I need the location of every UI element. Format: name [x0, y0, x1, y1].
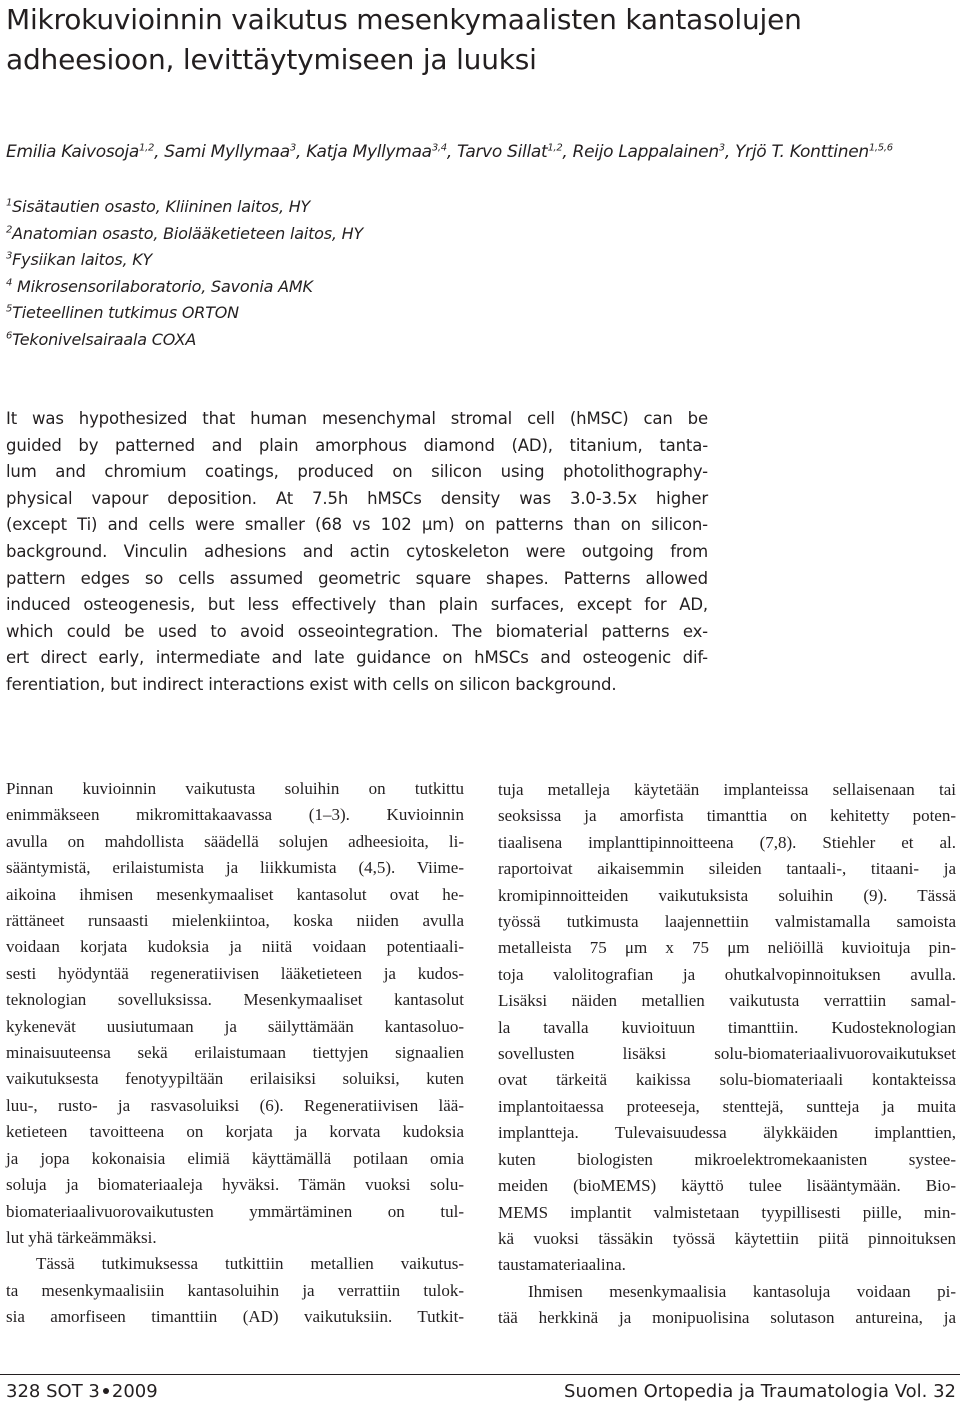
affiliation-number: 2: [6, 224, 13, 236]
affiliation-number: 1: [6, 197, 13, 209]
journal-abbr: SOT: [46, 1381, 83, 1402]
author-name: Sami Myllymaa: [164, 142, 290, 162]
body-text-line: soluja ja biomateriaaleja hyväksi. Tämän vuoksi solu-: [6, 1175, 464, 1195]
affiliation-text: Fysiikan laitos, KY: [12, 250, 153, 269]
author-separator: ,: [295, 142, 307, 162]
body-column-right: [498, 777, 956, 1332]
body-text-line: teknologian sovelluksissa. Mesenkymaaliset kantasolut: [6, 990, 464, 1010]
affiliation-list: [6, 194, 606, 353]
body-text-line: avulla on mahdollista säädellä solujen adheesioita, li-: [6, 831, 464, 851]
affiliation-text: Tieteellinen tutkimus ORTON: [12, 303, 239, 322]
author-affiliation-number: 3,4: [431, 142, 447, 154]
body-text-line: taustamateriaalina.: [498, 1255, 626, 1275]
title-line-1: Mikrokuvioinnin vaikutus mesenkymaalisten kantasolujen: [6, 3, 802, 36]
body-text-line: metalleista 75 μm x 75 μm neliöillä kuvioituja pin-: [498, 938, 956, 958]
body-text-line: toja valolitografian ja ohutkalvopinnoituksen avulla.: [498, 964, 956, 984]
abstract: [6, 406, 708, 699]
affiliation-item: [6, 221, 606, 248]
body-text-line: tiaalisena implanttipinnoitteena (7,8). Stiehler et al.: [498, 832, 956, 852]
affiliation-text: Anatomian osasto, Biolääketieteen laitos, HY: [12, 223, 364, 243]
author-name: Emilia Kaivosoja: [6, 142, 140, 162]
title-line-2: adheesioon, levittäytymiseen ja luuksi: [6, 43, 537, 76]
body-text-line: voidaan korjata kudoksia ja niitä voidaan potentiaali-: [6, 937, 464, 957]
affiliation-number: 3: [6, 250, 13, 262]
affiliation-number: 4: [6, 277, 13, 289]
affiliation-number: 6: [6, 330, 13, 342]
body-text-line: biomateriaalivuorovaikutusten ymmärtäminen on tul-: [6, 1201, 464, 1221]
author-separator: ,: [724, 142, 736, 162]
body-text-line: lut yhä tärkeämmäksi.: [6, 1227, 157, 1247]
body-text-line: tää herkkinä ja monipuolisina solutason antureina, ja: [498, 1308, 956, 1328]
abstract-line: It was hypothesized that human mesenchymal stromal cell (hMSC) can be: [6, 409, 708, 428]
body-text-line: sääntymistä, erilaistumista ja liikkumista (4,5). Viime-: [6, 858, 464, 878]
body-text-line: seoksissa ja amorfista timanttia on kehitetty poten-: [498, 806, 956, 826]
body-column-left: [6, 776, 464, 1331]
body-text-line: kromipinnoitteiden vaikutuksista soluihin (9). Tässä: [498, 885, 956, 905]
body-text-line: ketieteen tavoitteena on korjata ja korvata kudoksia: [6, 1122, 464, 1142]
author-name: Yrjö T. Konttinen: [735, 142, 869, 162]
body-text-line: implantoitaessa proteeseja, stenttejä, suntteja ja muita: [498, 1096, 956, 1116]
body-text-line: työssä tutkimusta laajennettiin valmistamalla samoista: [498, 912, 956, 932]
body-text-line: la tavalla kuvioituun timanttiin. Kudosteknologian: [498, 1017, 956, 1037]
body-text-line: Ihmisen mesenkymaalisia kantasoluja voidaan pi-: [528, 1281, 956, 1301]
body-text-line: sia amorfiseen timanttiin (AD) vaikutuksiin. Tutkit-: [6, 1307, 464, 1327]
affiliation-text: Tekonivelsairaala COXA: [12, 329, 197, 349]
body-text-line: ta mesenkymaalisiin kantasoluihin ja verrattiin tulok-: [6, 1280, 464, 1300]
author-name: Katja Myllymaa: [306, 142, 432, 162]
affiliation-item: [6, 327, 606, 354]
affiliation-number: 5: [6, 303, 13, 315]
abstract-line: induced osteogenesis, but less effectively than plain surfaces, except for AD,: [6, 595, 708, 615]
author-name: Tarvo Sillat: [457, 142, 548, 162]
author-affiliation-number: 1,5,6: [868, 142, 893, 154]
abstract-line: ert direct early, intermediate and late guidance on hMSCs and osteogenic dif-: [6, 648, 708, 668]
footer-issue: [6, 1380, 158, 1404]
article-title: [6, 0, 946, 80]
abstract-line: physical vapour deposition. At 7.5h hMSCs density was 3.0-3.5x higher: [6, 488, 708, 508]
affiliation-item: [6, 300, 606, 327]
body-text-line: Lisäksi näiden metallien vaikutusta verrattiin samal-: [498, 991, 956, 1011]
author-separator: ,: [562, 142, 573, 162]
affiliation-item: [6, 274, 606, 301]
body-text-line: minaisuuteensa sekä erilaistumaan tiettyjen signaalien: [6, 1043, 464, 1063]
author-separator: ,: [154, 142, 165, 162]
body-text-line: raportoivat aikaisemmin sileiden tantaali-, titaani- ja: [498, 859, 956, 879]
footer-divider: [0, 1374, 960, 1375]
body-text-line: kykenevät uusiutumaan ja säilyttämään kantasoluo-: [6, 1016, 464, 1036]
issue-number: 3: [88, 1381, 100, 1402]
body-text-line: kä vuoksi tässäkin työssä käytettiin piitä pinnoituksen: [498, 1228, 956, 1248]
body-text-line: kuten biologisten mikroelektromekaanisten systee-: [498, 1149, 956, 1169]
abstract-line: ferentiation, but indirect interactions exist with cells on silicon background.: [6, 674, 617, 694]
body-text-line: implantteja. Tulevaisuudessa älykkäiden implanttien,: [498, 1123, 956, 1143]
abstract-line: lum and chromium coatings, produced on silicon using photolithography-: [6, 462, 708, 482]
author-name: Reijo Lappalainen: [572, 142, 719, 162]
affiliation-text: Sisätautien osasto, Kliininen laitos, HY: [12, 197, 311, 216]
abstract-line: (except Ti) and cells were smaller (68 vs 102 μm) on patterns than on silicon-: [6, 515, 708, 535]
body-text-line: tuja metalleja käytetään implanteissa sellaisenaan tai: [498, 780, 956, 799]
author-affiliation-number: 1,2: [139, 142, 155, 154]
body-text-line: aikoina ihmisen mesenkymaaliset kantasolut ovat he-: [6, 884, 464, 904]
issue-year: 2009: [111, 1381, 158, 1402]
body-text-line: Tässä tutkimuksessa tutkittiin metallien vaikutus-: [36, 1254, 464, 1274]
author-affiliation-number: 1,2: [547, 142, 563, 154]
abstract-line: guided by patterned and plain amorphous diamond (AD), titanium, tanta-: [6, 435, 708, 455]
abstract-line: which could be used to avoid osseointegration. The biomaterial patterns ex-: [6, 621, 708, 641]
body-text-line: rättäneet runsaasti mielenkiintoa, koska niiden avulla: [6, 911, 464, 931]
body-text-line: meiden (bioMEMS) käyttö tulee lisääntymään. Bio-: [498, 1176, 956, 1196]
affiliation-item: [6, 194, 606, 221]
footer-journal: Suomen Ortopedia ja Traumatologia Vol. 32: [564, 1381, 956, 1402]
body-text-line: luu-, rusto- ja rasvasoluiksi (6). Regeneratiivisen lää-: [6, 1095, 464, 1115]
page-number: 328: [6, 1381, 41, 1402]
affiliation-item: [6, 247, 606, 274]
abstract-line: pattern edges so cells assumed geometric square shapes. Patterns allowed: [6, 568, 708, 588]
author-affiliation-number: 3: [718, 142, 725, 154]
body-text-line: MEMS implantit valmistetaan tyypillisesti piille, min-: [498, 1202, 956, 1222]
author-affiliation-number: 3: [289, 142, 296, 154]
body-text-line: ja jopa kokonaisia elimiä käyttämällä potilaan omia: [6, 1148, 464, 1168]
author-list: [6, 140, 956, 164]
affiliation-text: Mikrosensorilaboratorio, Savonia AMK: [12, 276, 313, 296]
body-text-line: sovellusten lisäksi solu-biomateriaalivuorovaikutukset: [498, 1044, 956, 1064]
body-text-line: vaikutuksesta fenotyypiltään erilaisiksi soluiksi, kuten: [6, 1069, 464, 1089]
abstract-line: background. Vinculin adhesions and actin cytoskeleton were outgoing from: [6, 541, 708, 561]
author-separator: ,: [446, 142, 458, 162]
body-text-line: ovat tärkeitä kaikissa solu-biomateriaali kontakteissa: [498, 1070, 956, 1090]
body-text-line: Pinnan kuvioinnin vaikutusta soluihin on tutkittu: [6, 779, 464, 798]
bullet-icon: [103, 1388, 109, 1394]
body-text-line: sesti hyödyntää regeneratiivisen lääketieteen ja kudos-: [6, 963, 464, 983]
body-text-line: enimmäkseen mikromittakaavassa (1–3). Kuvioinnin: [6, 805, 464, 825]
